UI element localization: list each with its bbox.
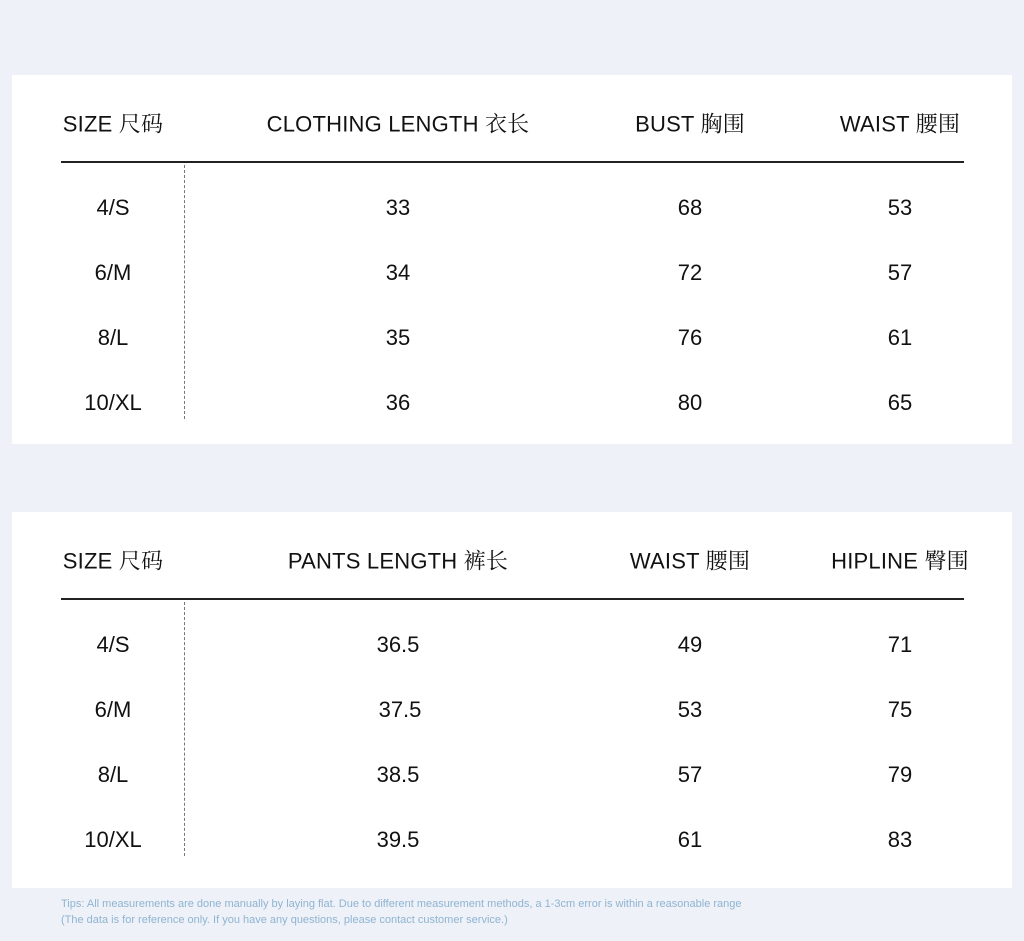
table-cell-size: 6/M: [94, 697, 132, 722]
table-cell-waist: 61: [677, 827, 703, 852]
header-waist: WAIST 腰围: [839, 111, 961, 137]
table-cell-bust: 72: [677, 260, 703, 285]
header-bust: BUST 胸围: [635, 111, 745, 137]
table-cell-waist: 57: [887, 260, 913, 285]
table-cell-hipline: 83: [887, 827, 913, 852]
table-cell-size: 10/XL: [84, 827, 142, 852]
table-cell-length: 35: [385, 325, 411, 350]
header-size: SIZE 尺码: [62, 548, 164, 574]
table-cell-length: 33: [385, 195, 411, 220]
table-cell-waist: 53: [887, 195, 913, 220]
table-cell-hipline: 71: [887, 632, 913, 657]
table-cell-bust: 68: [677, 195, 703, 220]
table-cell-waist: 61: [887, 325, 913, 350]
table-cell-size: 8/L: [97, 325, 129, 350]
table-cell-length: 34: [385, 260, 411, 285]
table-cell-waist: 53: [677, 697, 703, 722]
table-cell-size: 6/M: [94, 260, 132, 285]
table-cell-size: 4/S: [96, 195, 130, 220]
header-divider: [61, 598, 964, 600]
table-cell-length: 36: [385, 390, 411, 415]
tips-line-1: Tips: All measurements are done manually by laying flat. Due to different measurement methods, a 1-3cm error is within a reasonable range: [61, 898, 742, 910]
size-column-divider: [184, 165, 185, 419]
clothing-size-table: [12, 75, 1012, 444]
table-cell-waist: 65: [887, 390, 913, 415]
header-clothing-length: CLOTHING LENGTH 衣长: [266, 111, 530, 137]
table-cell-waist: 57: [677, 762, 703, 787]
table-cell-length: 36.5: [376, 632, 420, 657]
table-cell-waist: 49: [677, 632, 703, 657]
measurement-tips: [61, 896, 742, 928]
table-cell-bust: 76: [677, 325, 703, 350]
header-waist: WAIST 腰围: [629, 548, 751, 574]
table-cell-size: 4/S: [96, 632, 130, 657]
table-cell-hipline: 79: [887, 762, 913, 787]
pants-size-table: [12, 512, 1012, 888]
table-cell-length: 37.5: [378, 697, 422, 722]
table-cell-bust: 80: [677, 390, 703, 415]
header-pants-length: PANTS LENGTH 裤长: [287, 548, 509, 574]
header-size: SIZE 尺码: [62, 111, 164, 137]
size-column-divider: [184, 602, 185, 856]
header-divider: [61, 161, 964, 163]
table-cell-length: 39.5: [376, 827, 420, 852]
header-hipline: HIPLINE 臀围: [831, 548, 969, 574]
table-cell-size: 10/XL: [84, 390, 142, 415]
table-cell-size: 8/L: [97, 762, 129, 787]
table-cell-length: 38.5: [376, 762, 420, 787]
table-cell-hipline: 75: [887, 697, 913, 722]
tips-line-2: (The data is for reference only. If you have any questions, please contact customer service.): [61, 914, 508, 926]
